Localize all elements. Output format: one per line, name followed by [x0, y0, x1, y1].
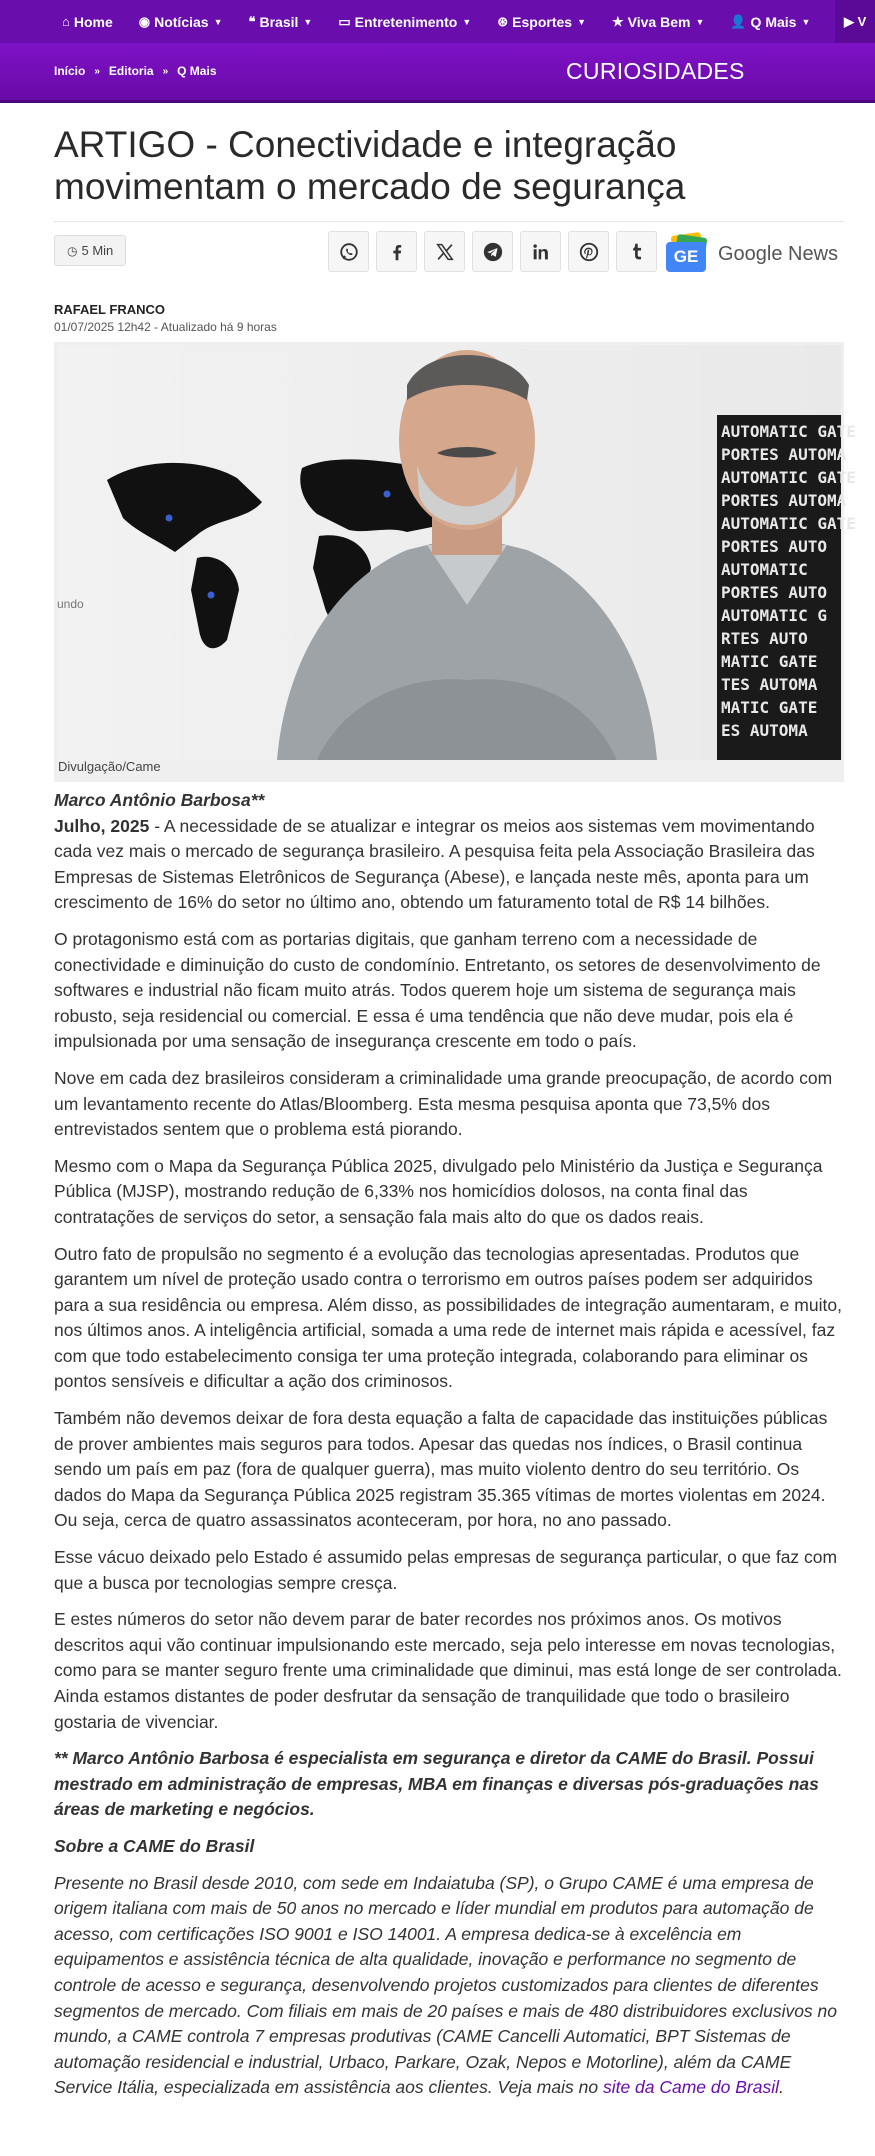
breadcrumb-home[interactable]: Início — [54, 64, 86, 78]
article-paragraph: E estes números do setor não devem parar de bater recordes nos próximos anos. Os motivos descritos aqui vão continuar impulsionando este mercado, seja pelo interesse em novas tecnologias, como para se manter seguro frente uma criminalidade que diminui, mas está longe de ser controlada. Ainda estamos distantes de poder desfrutar da sensação de tranquilidade que todo o brasileiro gostaria de vivenciar. — [54, 1609, 842, 1732]
share-telegram-button[interactable] — [472, 231, 513, 272]
gate-line: ES AUTOMA — [721, 721, 808, 740]
lead-paragraph — [54, 814, 844, 916]
gate-line: PORTES AUTO — [721, 583, 827, 602]
home-icon: ⌂ — [62, 14, 70, 29]
gate-line: PORTES AUTOMA — [721, 491, 847, 510]
publish-date: 01/07/2025 12h42 - Atualizado há 9 horas — [54, 320, 277, 334]
gate-line: TES AUTOMA — [721, 675, 818, 694]
lead-date: Julho, 2025 — [54, 815, 150, 836]
breadcrumb-separator: » — [162, 65, 169, 77]
author-name: RAFAEL FRANCO — [54, 302, 165, 317]
article-paragraph: Nove em cada dez brasileiros consideram a criminalidade uma grande preocupação, de acordo com um levantamento recente do Atlas/Bloomberg. Esta mesma pesquisa aponta que 73,5% dos entrevistados sentem que o problema está piorando. — [54, 1067, 833, 1140]
share-facebook-button[interactable] — [376, 231, 417, 272]
nav-label: Notícias — [154, 13, 209, 30]
nav-q-mais[interactable] — [730, 14, 810, 30]
about-paragraph — [54, 1871, 844, 2101]
gate-line: MATIC GATE — [721, 652, 818, 671]
article-title: ARTIGO - Conectividade e integração movimentam o mercado de segurança — [54, 124, 686, 207]
nav-label: Home — [73, 13, 113, 30]
ball-icon: ⊛ — [497, 13, 509, 29]
read-time-badge — [54, 235, 126, 266]
about-heading: Sobre a CAME do Brasil — [54, 1835, 255, 1856]
gate-line: PORTES AUTOMA — [721, 445, 847, 464]
gate-line: AUTOMATIC GATE — [721, 468, 856, 487]
divider — [54, 221, 844, 222]
section-title: CURIOSIDADES — [566, 58, 745, 84]
article-photo — [54, 342, 856, 782]
breadcrumb — [54, 64, 217, 78]
article-paragraph: O protagonismo está com as portarias digitais, que ganham terreno com a necessidade de conectividade e diminuição do custo de condomínio. Entretanto, os setores de desenvolvimento de softwares e industrial não ficam muito atrás. Todos querem hoje um sistema de segurança mais robusto, seja residencial ou comercial. E essa é uma tendência que não deve mudar, pois ela é impulsionada por uma sensação de insegurança crescente em todo o país. — [54, 928, 821, 1052]
photo-caption: Divulgação/Came — [58, 759, 161, 774]
gate-line: AUTOMATIC GATE — [721, 514, 856, 533]
quote-icon: ❝ — [248, 13, 256, 29]
breadcrumb-editoria[interactable]: Editoria — [108, 64, 154, 78]
facebook-icon — [386, 241, 408, 263]
nav-label: Esportes — [512, 13, 573, 30]
tumblr-icon — [626, 241, 648, 263]
nav-label: Entretenimento — [354, 13, 458, 30]
read-time-label: 5 Min — [81, 243, 114, 258]
google-news-icon — [664, 234, 710, 274]
google-news-button[interactable] — [664, 234, 838, 274]
article-body — [54, 788, 844, 2112]
share-whatsapp-button[interactable] — [328, 231, 369, 272]
photo-scene — [57, 345, 856, 760]
caret-down-icon: ▼ — [303, 16, 313, 27]
nav-label: Brasil — [259, 13, 299, 30]
gate-line: MATIC GATE — [721, 698, 818, 717]
share-x-button[interactable] — [424, 231, 465, 272]
nav-label: Q Mais — [750, 13, 797, 30]
x-icon — [434, 241, 456, 263]
caret-down-icon: ▼ — [213, 16, 223, 27]
photo-wall-text: undo — [57, 597, 84, 611]
breadcrumb-q-mais[interactable]: Q Mais — [177, 64, 217, 78]
rss-icon: ◉ — [138, 13, 151, 29]
breadcrumb-separator: » — [94, 65, 100, 77]
automatic-gate-sign — [717, 415, 856, 760]
share-linkedin-button[interactable] — [520, 231, 561, 272]
nav-esportes[interactable] — [497, 14, 586, 30]
author-bio: ** Marco Antônio Barbosa é especialista em segurança e diretor da CAME do Brasil. Possui mestrado em administração de empresas, MBA em finanças e diversas pós-graduações nas áreas de marketing e negócios. — [54, 1748, 819, 1820]
person-photo-graphic — [257, 345, 677, 760]
tv-icon: ▭ — [338, 13, 351, 29]
google-news-label: Google News — [718, 242, 839, 265]
article-paragraph: Outro fato de propulsão no segmento é a evolução das tecnologias apresentadas. Produtos que garantem um nível de proteção usado contra o terrorismo em outros países podem ser adquiridos para a sua residência ou empresa. Além disso, as possibilidades de integração aumentaram, e muito, nos últimos anos. A inteligência artificial, somada a uma rede de internet mais rápida e acessível, faz com que todo estabelecimento consiga ter uma proteção integrada, colaborando para eliminar os pontos sensíveis e dificultar a ação dos criminosos. — [54, 1243, 842, 1392]
article-paragraph: Também não devemos deixar de fora desta equação a falta de capacidade das instituições públicas de prover ambientes mais seguros para todos. Apesar das quedas nos índices, o Brasil continua sendo um país em paz (fora de qualquer guerra), mas muito violento dentro do seu território. Os dados do Mapa da Segurança Pública 2025 registram 35.365 vítimas de mortes violentas em 2024. Ou seja, cerca de quatro assassinatos aconteceram, por hora, no ano passado. — [54, 1408, 828, 1531]
share-pinterest-button[interactable] — [568, 231, 609, 272]
lead-text: - A necessidade de se atualizar e integrar os meios aos sistemas vem movimentando cada vez mais o mercado de segurança brasileiro. A pesquisa feita pela Associação Brasileira das Empresas de Sistemas Eletrônicos de Segurança (Abese), e lançada neste mês, aponta para um crescimento de 16% do setor no último ano, obtendo um faturamento total de R$ 14 bilhões. — [54, 815, 815, 913]
gate-line: RTES AUTO — [721, 629, 808, 648]
google-news-badge: GE — [666, 242, 706, 272]
pinterest-icon — [578, 241, 600, 263]
nav-entretenimento[interactable] — [338, 14, 471, 30]
nav-noticias[interactable] — [139, 14, 223, 30]
gate-line: AUTOMATIC — [721, 560, 808, 579]
user-plus-icon: 👤 — [730, 13, 747, 29]
caret-down-icon: ▼ — [695, 16, 705, 27]
nav-label: Viva Bem — [627, 13, 691, 30]
about-text: Presente no Brasil desde 2010, com sede em Indaiatuba (SP), o Grupo CAME é uma empresa de origem italiana com mais de 50 anos no mercado e líder mundial em produtos para automação de acesso, com certificações ISO 9001 e ISO 14001. A empresa dedica-se à excelência em equipamentos e assistência técnica de alta qualidade, inovação e performance no segmento de controle de acesso e segurança, desenvolvendo projetos customizados para clientes de diferentes segmentos de mercado. Com filiais em mais de 20 países e mais de 480 distribuidores exclusivos no mundo, a CAME controla 7 empresas produtivas (CAME Cancelli Automatici, BPT Sistemas de automação residencial e industrial, Urbaco, Parkare, Ozak, Nepos e Motorline), além da CAME Service Itália, especializada em assistência aos clientes. Veja mais no — [54, 1872, 838, 2098]
article-paragraph: Esse vácuo deixado pelo Estado é assumido pelas empresas de segurança particular, o que faz com que a busca por tecnologias sempre cresça. — [54, 1547, 838, 1593]
gate-line: AUTOMATIC GATE — [721, 422, 856, 441]
star-icon: ★ — [612, 13, 624, 29]
about-end: . — [779, 2077, 784, 2098]
nav-more-item[interactable]: ▶ V — [835, 0, 875, 43]
linkedin-icon — [530, 241, 552, 263]
caret-down-icon: ▼ — [462, 16, 472, 27]
caret-down-icon: ▼ — [801, 16, 811, 27]
article-byline: Marco Antônio Barbosa** — [54, 790, 265, 810]
article-paragraph: Mesmo com o Mapa da Segurança Pública 2025, divulgado pelo Ministério da Justiça e Segurança Pública (MJSP), mostrando redução de 6,33% nos homicídios dolosos, na conta final das contratações de serviços do setor, a sensação fala mais alto do que os dados reais. — [54, 1155, 823, 1227]
share-bar — [328, 231, 664, 272]
nav-home[interactable] — [62, 14, 113, 30]
top-navigation — [0, 0, 875, 43]
section-header — [0, 43, 875, 103]
nav-brasil[interactable] — [249, 14, 313, 30]
telegram-icon — [482, 241, 504, 263]
came-site-link[interactable]: site da Came do Brasil — [602, 2077, 779, 2098]
gate-line: PORTES AUTO — [721, 537, 827, 556]
nav-viva-bem[interactable] — [612, 14, 704, 30]
clock-icon: ◷ — [67, 243, 78, 258]
caret-down-icon: ▼ — [577, 16, 586, 27]
gate-line: AUTOMATIC G — [721, 606, 827, 625]
share-tumblr-button[interactable] — [616, 231, 657, 272]
whatsapp-icon — [338, 241, 360, 263]
